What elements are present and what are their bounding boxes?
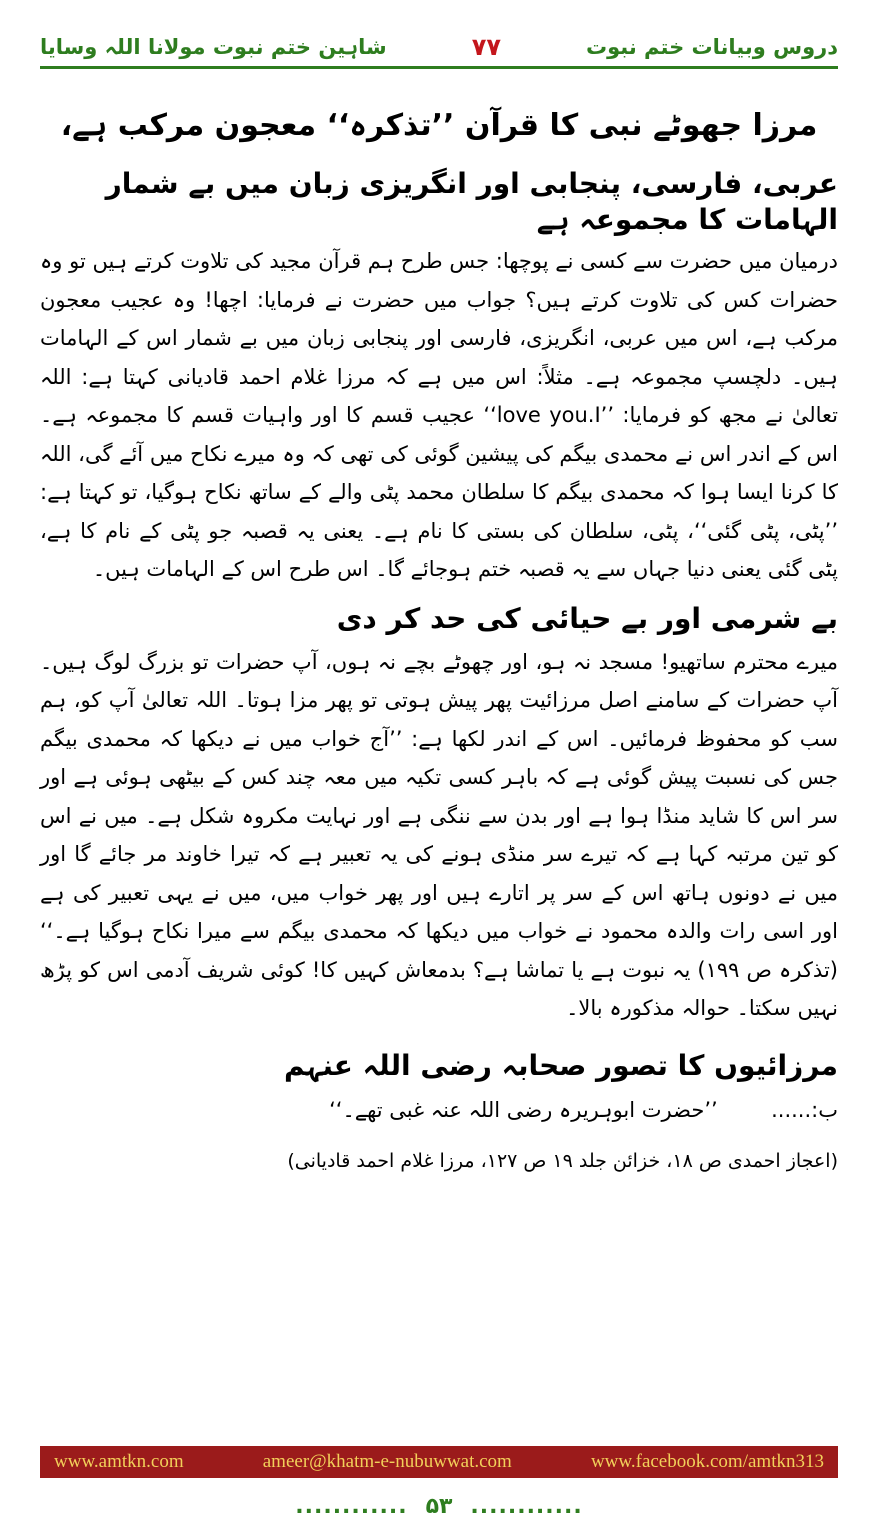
paragraph-1: درمیان میں حضرت سے کسی نے پوچھا: جس طرح ہم قرآن مجید کی تلاوت کرتے ہیں تو وہ حضرات کس کی تلاوت کرتے ہیں؟ جواب میں حضرت نے فرمایا: اچھا! وہ عجیب معجون مرکب ہے، اس میں عربی، انگریزی، فارسی اور پنجابی زبان میں بے شمار اس کے الہامات ہیں۔ دلچسپ مجموعہ ہے۔ مثلاً: اس میں ہے کہ مرزا غلام احمد قادیانی کہتا ہے: اللہ تعالیٰ نے مجھ کو فرمایا: ’’love you.I‘‘ عجیب قسم کا اور واہیات قسم کا مجموعہ ہے۔ اس کے اندر اس نے محمدی بیگم کی پیشین گوئی کی تھی کہ وہ میرے نکاح میں آئے گی، اللہ کا کرنا ایسا ہوا کہ محمدی بیگم کا سلطان محمد پٹی والے کے ساتھ نکاح ہوگیا، تو کہتا ہے: ’’پٹی، پٹی گئی‘‘، پٹی، سلطان کی بستی کا نام ہے۔ یعنی یہ قصبہ جو پٹی کے نام کا ہے، پٹی گئی یعنی دنیا جہاں سے یہ قصبہ ختم ہوجائے گا۔ اس طرح اس کے الہامات ہیں۔ (40, 249, 838, 581)
footer-email-link[interactable]: ameer@khatm-e-nubuwwat.com (262, 1451, 512, 1472)
header-series-title: دروس وبیانات ختم نبوت (586, 35, 838, 59)
quote-line (40, 1090, 838, 1130)
header-page-ref: ۷۷ (471, 33, 501, 61)
header-divider (40, 66, 838, 69)
paragraph-2: میرے محترم ساتھیو! مسجد نہ ہو، اور چھوٹے بچے نہ ہوں، آپ حضرات تو بزرگ لوگ ہیں۔ آپ حضرات کے سامنے اصل مرزائیت پھر پیش ہوتی تو پھر مزا ہوتا۔ اللہ تعالیٰ آپ کو، ہم سب کو محفوظ فرمائیں۔ اس کے اندر لکھا ہے: ’’آج خواب میں نے دیکھا کہ محمدی بیگم جس کی نسبت پیش گوئی ہے کہ باہر کسی تکیہ میں معہ چند کس کے بیٹھی ہوئی ہے اور سر اس کا شاید منڈا ہوا ہے اور بدن سے ننگی ہے اور نہایت مکروہ شکل ہے۔ میں نے اس کو تین مرتبہ کہا ہے کہ تیرے سر منڈی ہونے کی یہ تعبیر ہے کہ تیرا خاوند مر جائے گا اور میں نے دونوں ہاتھ اس کے سر پر اتارے ہیں اور پھر خواب میں، میں نے یہی تعبیر کی ہے اور اسی رات والدہ محمود نے خواب میں دیکھا کہ محمدی بیگم سے میرا نکاح ہوگیا ہے۔‘‘ (تذکرہ ص ۱۹۹) یہ نبوت ہے یا تماشا ہے؟ بدمعاش کہیں کا! کوئی شریف آدمی اس کو پڑھ نہیں سکتا۔ حوالہ مذکورہ بالا۔ (40, 649, 838, 1020)
quote-text: ’’حضرت ابوہریرہ رضی اللہ عنہ غبی تھے۔‘‘ (329, 1097, 718, 1122)
page-dots-left: ............ (295, 1493, 408, 1519)
running-header (40, 30, 838, 64)
page-footer (40, 1488, 838, 1524)
page-subtitle: عربی، فارسی، پنجابی اور انگریزی زبان میں بے شمار الہامات کا مجموعہ ہے (105, 167, 838, 236)
page-number: ۵۳ (425, 1493, 453, 1519)
footer-website-link[interactable]: www.amtkn.com (54, 1451, 184, 1472)
section-heading-1: بے شرمی اور بے حیائی کی حد کر دی (336, 601, 838, 635)
page-title: مرزا جھوٹے نبی کا قرآن ’’تذکرہ‘‘ معجون مرکب ہے، (60, 108, 818, 143)
quote-prefix: ب:...... (771, 1097, 838, 1122)
page-body (40, 108, 838, 1178)
section-heading-2: مرزائیوں کا تصور صحابہ رضی اللہ عنہم (284, 1048, 838, 1082)
footer-bar (40, 1446, 838, 1478)
header-author: شاہین ختم نبوت مولانا اللہ وسایا (40, 35, 387, 59)
page-dots-right: ............ (470, 1493, 583, 1519)
reference-citation: (اعجاز احمدی ص ۱۸، خزائن جلد ۱۹ ص ۱۲۷، مرزا غلام احمد قادیانی) (287, 1149, 838, 1172)
footer-facebook-link[interactable]: www.facebook.com/amtkn313 (590, 1451, 824, 1472)
